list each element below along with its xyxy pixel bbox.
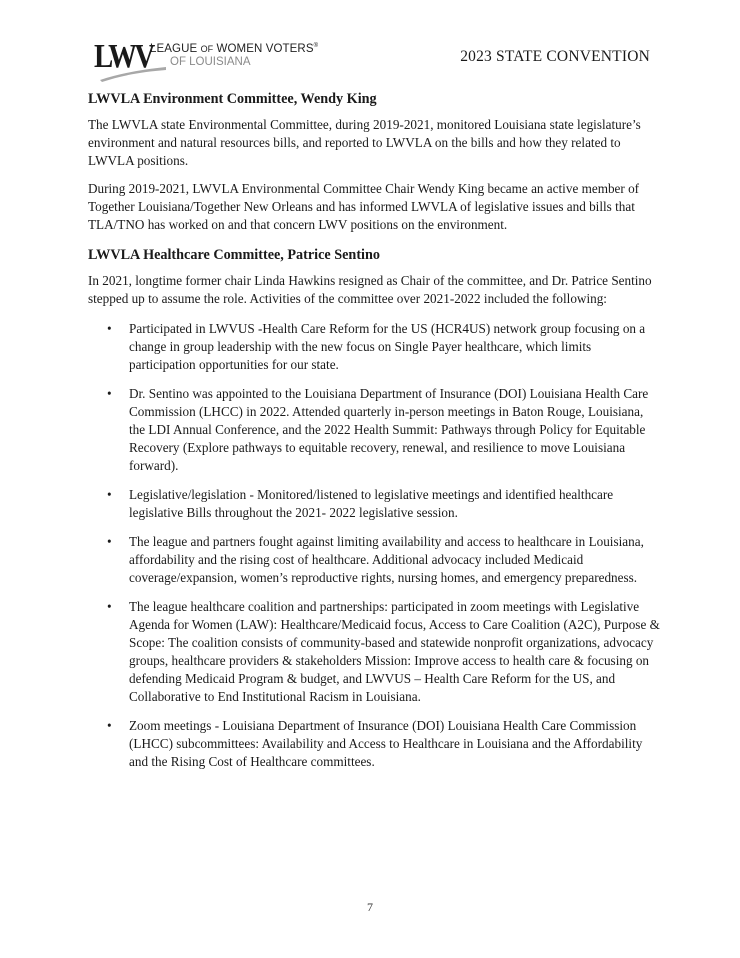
list-item xyxy=(88,598,660,706)
lwv-louisiana-logo xyxy=(92,38,352,82)
list-item xyxy=(88,320,660,374)
bullet-icon: • xyxy=(107,599,112,614)
list-item-text: Participated in LWVUS -Health Care Reform for the US (HCR4US) network group focusing on a change in group leadership with the new focus on Single Payer healthcare, which limits participation opportunities for our state. xyxy=(129,321,646,372)
logo-org-name xyxy=(150,43,318,55)
logo-state-name: OF LOUISIANA xyxy=(170,56,251,68)
bullet-icon: • xyxy=(107,534,112,549)
activities-list xyxy=(88,320,660,771)
page-content xyxy=(88,90,660,782)
list-item xyxy=(88,486,660,522)
bullet-icon: • xyxy=(107,718,112,733)
environment-committee-section xyxy=(88,90,660,234)
list-item xyxy=(88,385,660,475)
list-item-text: Legislative/legislation - Monitored/listened to legislative meetings and identified healthcare legislative Bills throughout the 2021- 2022 legislative session. xyxy=(129,487,614,520)
list-item xyxy=(88,533,660,587)
logo-mark: LWV xyxy=(94,38,153,75)
list-item-text: Dr. Sentino was appointed to the Louisiana Department of Insurance (DOI) Louisiana Health Care Commission (LHCC) in 2022. Attended quarterly in-person meetings in Baton Rouge, Louisiana, the LDI Annual Conference, and the 2022 Health Summit: Pathways through Policy for Equitable Recovery (Explore pathways to equitable recovery, renewal, and resilience to move Louisiana forward). xyxy=(129,386,649,473)
logo-text-of: OF xyxy=(200,44,214,54)
list-item-text: Zoom meetings - Louisiana Department of Insurance (DOI) Louisiana Health Care Commission (LHCC) subcommittees: Availability and Access to Healthcare in Louisiana and the Affordability and the Rising Cost of Healthcare committees. xyxy=(129,718,643,769)
list-item xyxy=(88,717,660,771)
page-header xyxy=(92,38,648,82)
logo-text-women-voters: WOMEN VOTERS xyxy=(213,43,314,55)
page-number: 7 xyxy=(367,900,373,914)
paragraph: In 2021, longtime former chair Linda Hawkins resigned as Chair of the committee, and Dr. Patrice Sentino stepped up to assume the role. Activities of the committee over 2021-2022 included the following: xyxy=(88,273,652,306)
registered-mark: ® xyxy=(313,43,319,50)
bullet-icon: • xyxy=(107,487,112,502)
paragraph: During 2019-2021, LWVLA Environmental Committee Chair Wendy King became an active member of Together Louisiana/Together New Orleans and has informed LWVLA of legislative issues and bills that TLA/TNO has worked on and that concern LWV positions on the environment. xyxy=(88,181,640,232)
list-item-text: The league healthcare coalition and partnerships: participated in zoom meetings with Legislative Agenda for Women (LAW): Healthcare/Medicaid focus, Access to Care Coalition (A2C), Purpose & Scope: The coalition consists of community-based and statewide nonprofit organizations, advocacy groups, healthcare providers & stakeholders Mission: Improve access to health care & focusing on defending Medicaid Program & budget, and LWVUS – Health Care Reform for the US, and Collaborative to End Institutional Racism in Louisiana. xyxy=(129,599,660,704)
healthcare-committee-section xyxy=(88,246,660,771)
logo-text-league: LEAGUE xyxy=(150,43,201,55)
bullet-icon: • xyxy=(107,321,112,336)
section-heading: LWVLA Healthcare Committee, Patrice Sentino xyxy=(88,247,380,263)
paragraph: The LWVLA state Environmental Committee, during 2019-2021, monitored Louisiana state legislature’s environment and natural resources bills, and reported to LWVLA on the bills and how they related to LWVLA positions. xyxy=(88,117,641,168)
section-heading: LWVLA Environment Committee, Wendy King xyxy=(88,91,377,107)
document-header-title: 2023 STATE CONVENTION xyxy=(460,48,650,65)
bullet-icon: • xyxy=(107,386,112,401)
list-item-text: The league and partners fought against limiting availability and access to healthcare in Louisiana, affordability and the rising cost of healthcare. Additional advocacy included Medicaid coverage/expansion, women’s reproductive rights, nursing homes, and emergency preparedness. xyxy=(129,534,644,585)
